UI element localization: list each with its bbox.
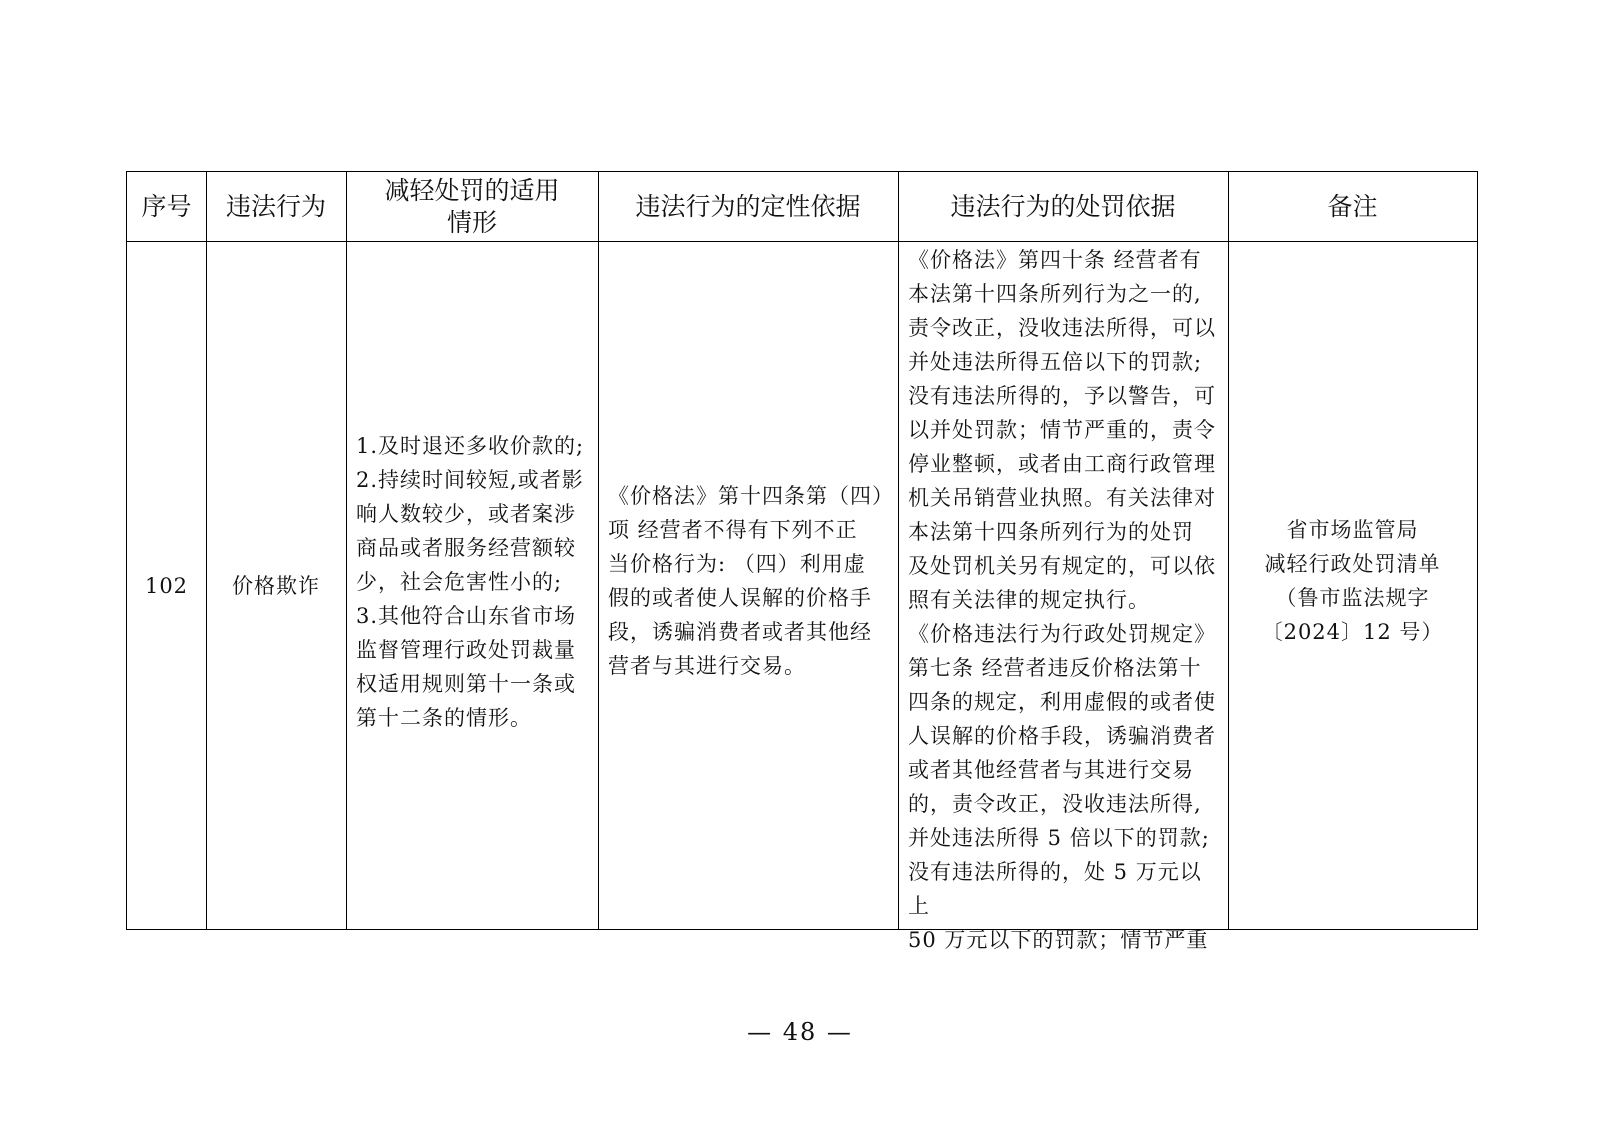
text-line: 本法第十四条所列行为之一的, — [908, 282, 1202, 306]
nature-basis-text — [608, 479, 894, 683]
text-line: 以并处罚款；情节严重的，责令 — [908, 418, 1216, 442]
text-line: 的，责令改正，没收违法所得, — [908, 792, 1202, 816]
text-line: 机关吊销营业执照。有关法律对 — [908, 486, 1216, 510]
text-line: 第十二条的情形。 — [356, 706, 532, 730]
text-line: 3.其他符合山东省市场 — [356, 604, 577, 628]
row-mitigation — [346, 242, 598, 929]
row-violation: 价格欺诈 — [232, 573, 320, 598]
text-line: 2.持续时间较短,或者影 — [356, 468, 584, 492]
header-nature-basis: 违法行为的定性依据 — [598, 172, 898, 242]
text-line: 没有违法所得的，予以警告，可 — [908, 384, 1216, 408]
text-line: 营者与其进行交易。 — [608, 654, 806, 678]
text-line: 并处违法所得五倍以下的罚款; — [908, 350, 1203, 374]
text-line: 商品或者服务经营额较 — [356, 536, 576, 560]
text-line: 或者其他经营者与其进行交易 — [908, 758, 1194, 782]
text-line: 照有关法律的规定执行。 — [908, 588, 1150, 612]
text-line: 及处罚机关另有规定的，可以依 — [908, 554, 1216, 578]
text-line: 《价格法》第十四条第（四） — [608, 484, 894, 508]
text-line: 责令改正，没收违法所得，可以 — [908, 316, 1216, 340]
text-line: 50 万元以下的罚款；情节严重 — [908, 928, 1209, 952]
penalty-basis-text — [908, 243, 1220, 957]
text-line: 监督管理行政处罚裁量 — [356, 638, 576, 662]
text-line: 没有违法所得的，处 5 万元以上 — [908, 860, 1202, 918]
text-line: 项 经营者不得有下列不正 — [608, 518, 858, 542]
text-line: 《价格违法行为行政处罚规定》 — [908, 622, 1216, 646]
row-seq: 102 — [144, 573, 189, 598]
text-line: 人误解的价格手段，诱骗消费者 — [908, 724, 1216, 748]
text-line: 《价格法》第四十条 经营者有 — [908, 248, 1202, 272]
row-remarks — [1228, 242, 1477, 929]
row-penalty-basis — [898, 242, 1228, 952]
text-line: 减轻行政处罚清单 — [1264, 552, 1441, 576]
text-line: 省市场监管局 — [1286, 518, 1419, 542]
text-line: 〔2024〕12 号） — [1261, 620, 1444, 644]
text-line: 假的或者使人误解的价格手 — [608, 586, 872, 610]
page-number: — 48 — — [747, 1018, 853, 1046]
header-mitigation: 减轻处罚的适用情形 — [346, 172, 598, 242]
row-nature-basis — [598, 242, 898, 929]
text-line: 并处违法所得 5 倍以下的罚款; — [908, 826, 1210, 850]
text-line: 本法第十四条所列行为的处罚 — [908, 520, 1194, 544]
text-line: 第七条 经营者违反价格法第十 — [908, 656, 1202, 680]
text-line: 响人数较少，或者案涉 — [356, 502, 576, 526]
text-line: （鲁市监法规字 — [1275, 586, 1430, 610]
text-line: 停业整顿，或者由工商行政管理 — [908, 452, 1216, 476]
header-remarks: 备注 — [1228, 172, 1477, 242]
text-line: 1.及时退还多收价款的; — [356, 434, 585, 458]
text-line: 四条的规定，利用虚假的或者使 — [908, 690, 1216, 714]
mitigation-text — [356, 429, 590, 735]
text-line: 权适用规则第十一条或 — [356, 672, 576, 696]
remarks-text — [1232, 513, 1473, 649]
text-line: 当价格行为: （四）利用虚 — [608, 552, 866, 576]
penalty-table — [126, 171, 1478, 952]
text-line: 少，社会危害性小的; — [356, 570, 563, 594]
header-penalty-basis: 违法行为的处罚依据 — [898, 172, 1228, 242]
header-seq: 序号 — [127, 172, 206, 242]
header-violation: 违法行为 — [206, 172, 346, 242]
text-line: 段，诱骗消费者或者其他经 — [608, 620, 872, 644]
